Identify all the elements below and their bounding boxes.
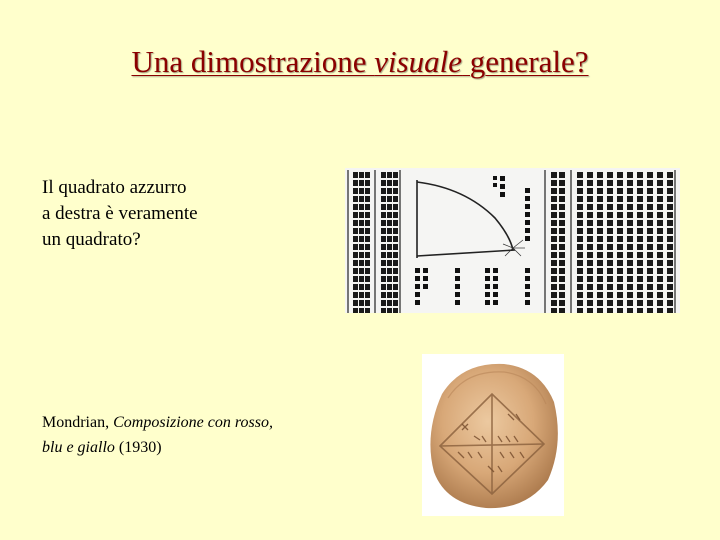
question-text (42, 175, 198, 253)
caption-line-2 (42, 435, 273, 460)
chinese-manuscript-image (345, 168, 680, 313)
title-part-3: generale? (462, 44, 589, 79)
question-line-1: Il quadrato azzurro (42, 177, 187, 198)
image-caption (42, 410, 273, 460)
title-part-italic: visuale (374, 44, 463, 79)
slide-title (0, 44, 720, 80)
caption-work-line-1: Composizione con rosso, (113, 414, 273, 431)
caption-author: Mondrian, (42, 414, 114, 431)
caption-line-1 (42, 410, 273, 435)
caption-work-line-2: blu e giallo (42, 439, 115, 456)
question-line-3: un quadrato? (42, 229, 141, 250)
question-line-2: a destra è veramente (42, 203, 198, 224)
caption-year: (1930) (114, 439, 162, 456)
title-part-1: Una dimostrazione (131, 44, 375, 79)
clay-tablet-image (422, 354, 564, 516)
